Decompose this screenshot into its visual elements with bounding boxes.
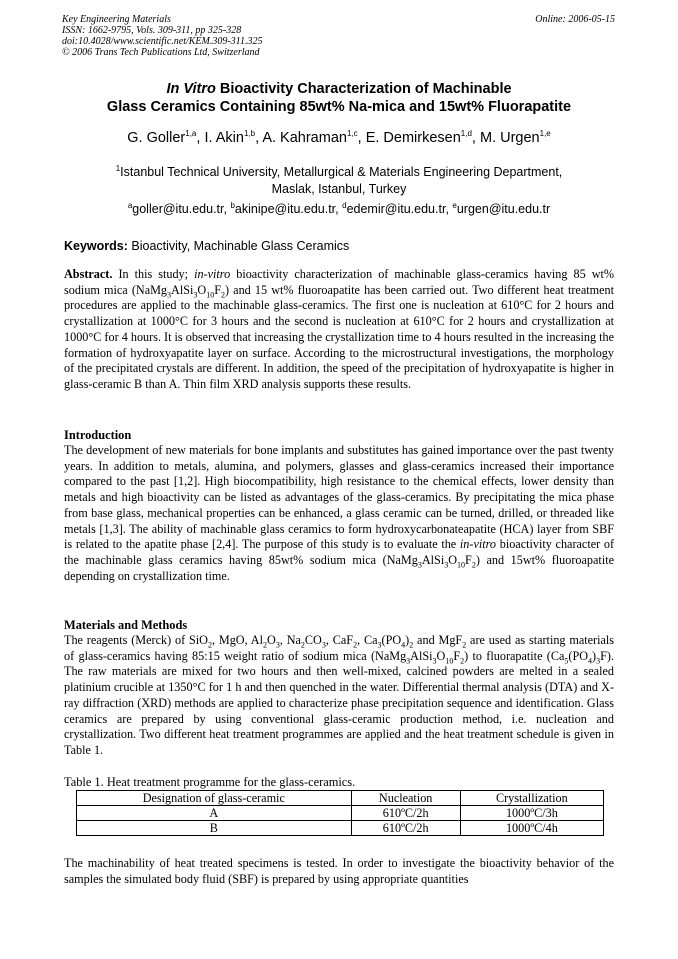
email[interactable]: $^b$akinipe@itu.edu.tr	[230, 200, 336, 216]
email[interactable]: $^e$urgen@itu.edu.tr	[452, 200, 551, 216]
paper-title	[20, 80, 658, 116]
title-line2: Glass Ceramics Containing 85wt% Na-mica and 15wt% Fluorapatite	[106, 99, 572, 115]
table-header-row	[77, 791, 604, 806]
issn: ISSN: 1662-9795, Vols. 309-311, pp 325-328	[62, 25, 242, 36]
methods-heading: Materials and Methods	[64, 618, 188, 632]
email-list: $^a$goller@itu.edu.tr, $^b$akinipe@itu.edu.tr, $^d$edemir@itu.edu.tr, $^e$urgen@itu.edu.tr	[127, 200, 551, 216]
title-line1: Bioactivity Characterization of Machinable	[219, 81, 512, 97]
heat-treatment-table	[76, 790, 604, 836]
table-caption: Table 1. Heat treatment programme for the glass-ceramics.	[64, 775, 356, 789]
intro-heading: Introduction	[64, 428, 132, 442]
affiliation: $^1$Istanbul Technical University, Metallurgical & Materials Engineering Department, Maslak, Istanbul, Turkey	[20, 164, 658, 198]
email[interactable]: $^a$goller@itu.edu.tr	[127, 200, 224, 216]
table-cell: 610ºC/2h	[351, 821, 460, 836]
table-header: Nucleation	[351, 791, 460, 806]
author: M. Urgen$^{1,e}$	[479, 129, 551, 146]
keywords	[64, 239, 624, 253]
journal-name: Key Engineering Materials	[62, 14, 171, 25]
email[interactable]: $^d$edemir@itu.edu.tr	[342, 200, 446, 216]
online-date: Online: 2006-05-15	[535, 14, 615, 25]
title-italic: In Vitro	[166, 81, 216, 97]
affiliation-line2: Maslak, Istanbul, Turkey	[271, 182, 407, 196]
abstract: Abstract. In this study; in-vitro bioactivity characterization of machinable glass-ceramics having 85 wt% sodium mica $(NaMg_3AlSi_3O_{10}F_2)$ and 15 wt% fluoroapatite has been carried out. Two different heat treatment procedures are applied to the machinable glass-ceramics. The first one is nucleation at 610°C for 2 hours and crystallization at 1000°C for 3 hours and the second is nucleation at 610°C for 2 hours and crystallization at 1000°C for 4 hours. It is observed that increasing the crystallization time to 4 hours resulted in the increasing the formation of hydroxyapatite layer on surface. According to the microstructural investigations, the morphology of the precipitated crystals are different. In addition, the speed of the precipitation of hydroxyapatite is higher in glass-ceramic B than A. Thin film XRD analysis supports these results.	[64, 267, 615, 391]
table-header: Designation of glass-ceramic	[77, 791, 352, 806]
copyright: © 2006 Trans Tech Publications Ltd, Switzerland	[62, 47, 260, 58]
table-cell: 1000ºC/3h	[460, 806, 603, 821]
journal-meta	[62, 14, 262, 58]
table-row	[77, 821, 604, 836]
author-list	[20, 130, 658, 146]
table-cell: 1000ºC/4h	[460, 821, 603, 836]
table-row	[77, 806, 604, 821]
doi: doi:10.4028/www.scientific.net/KEM.309-311.325	[62, 36, 263, 47]
abstract-label: Abstract.	[64, 267, 113, 281]
author: I. Akin$^{1,b}$,	[204, 129, 263, 146]
table-cell: 610ºC/2h	[351, 806, 460, 821]
table-cell: A	[77, 806, 352, 821]
keywords-label: Keywords:	[64, 239, 128, 253]
methods-paragraph: The reagents (Merck) of SiO$_2$, MgO, $Al_2O_3$, $Na_2CO_3$, CaF$_2$, $Ca_3(PO_4)_2$ and MgF$_2$ are used as starting materials of glass-ceramics having 85:15 weight ratio of sodium mica $(NaMg_3AlSi_3O_{10}F_2)$ to fluorapatite $(Ca_5(PO_4)_3F)$. The raw materials are mixed for two hours and then well-mixed, calcined powders are melted in a sealed platinium crucible at 1350°C for 1 h and then quenched in the water. Differential thermal analysis (DTA) and X-ray diffraction (XRD) methods are applied to characterize phase precipitation sequence and identification. Glass ceramics are prepared by using conventional glass-ceramic production method, i.e. nucleation and crystallization. Two different heat treatment programmes are applied and the heat treatment schedule is given in Table 1.	[64, 633, 615, 757]
author: E. Demirkesen$^{1,d}$,	[365, 129, 480, 146]
table-cell: B	[77, 821, 352, 836]
table-header: Crystallization	[460, 791, 603, 806]
author: A. Kahraman$^{1,c}$,	[262, 129, 366, 146]
affiliation-line1: Istanbul Technical University, Metallurgical & Materials Engineering Department,	[120, 165, 563, 179]
final-paragraph: The machinability of heat treated specimens is tested. In order to investigate the bioactivity behavior of the samples the simulated body fluid (SBF) is prepared by using appropriate quantities	[64, 856, 614, 886]
author: G. Goller$^{1,a}$,	[127, 129, 205, 146]
intro-paragraph: The development of new materials for bone implants and substitutes has gained importance over the past twenty years. In addition to metals, alumina, and polymers, glasses and glass-ceramics increased their importance compared to the past [1,2]. High biocompatibility, high resistance to the chemical effects, lower density than metals and high bioactivity can be listed as advantages of the glass-ceramics. By precipitating the mica phase from base glass, mechanical properties can be enhanced, a glass ceramic can be turned, drilled, or threaded like metals [1,3]. The ability of machinable glass ceramics to form hydroxycarbonateapatite (HCA) layer from SBF is related to the apatite phase [2,4]. The purpose of this study is to evaluate the in-vitro bioactivity character of the machinable glass ceramics having 85wt% sodium mica $(NaMg_3AlSi_3O_{10}F_2)$ and 15wt% fluoroapatite depending on crystallization time.	[64, 443, 615, 583]
keywords-text: Bioactivity, Machinable Glass Ceramics	[131, 239, 350, 253]
